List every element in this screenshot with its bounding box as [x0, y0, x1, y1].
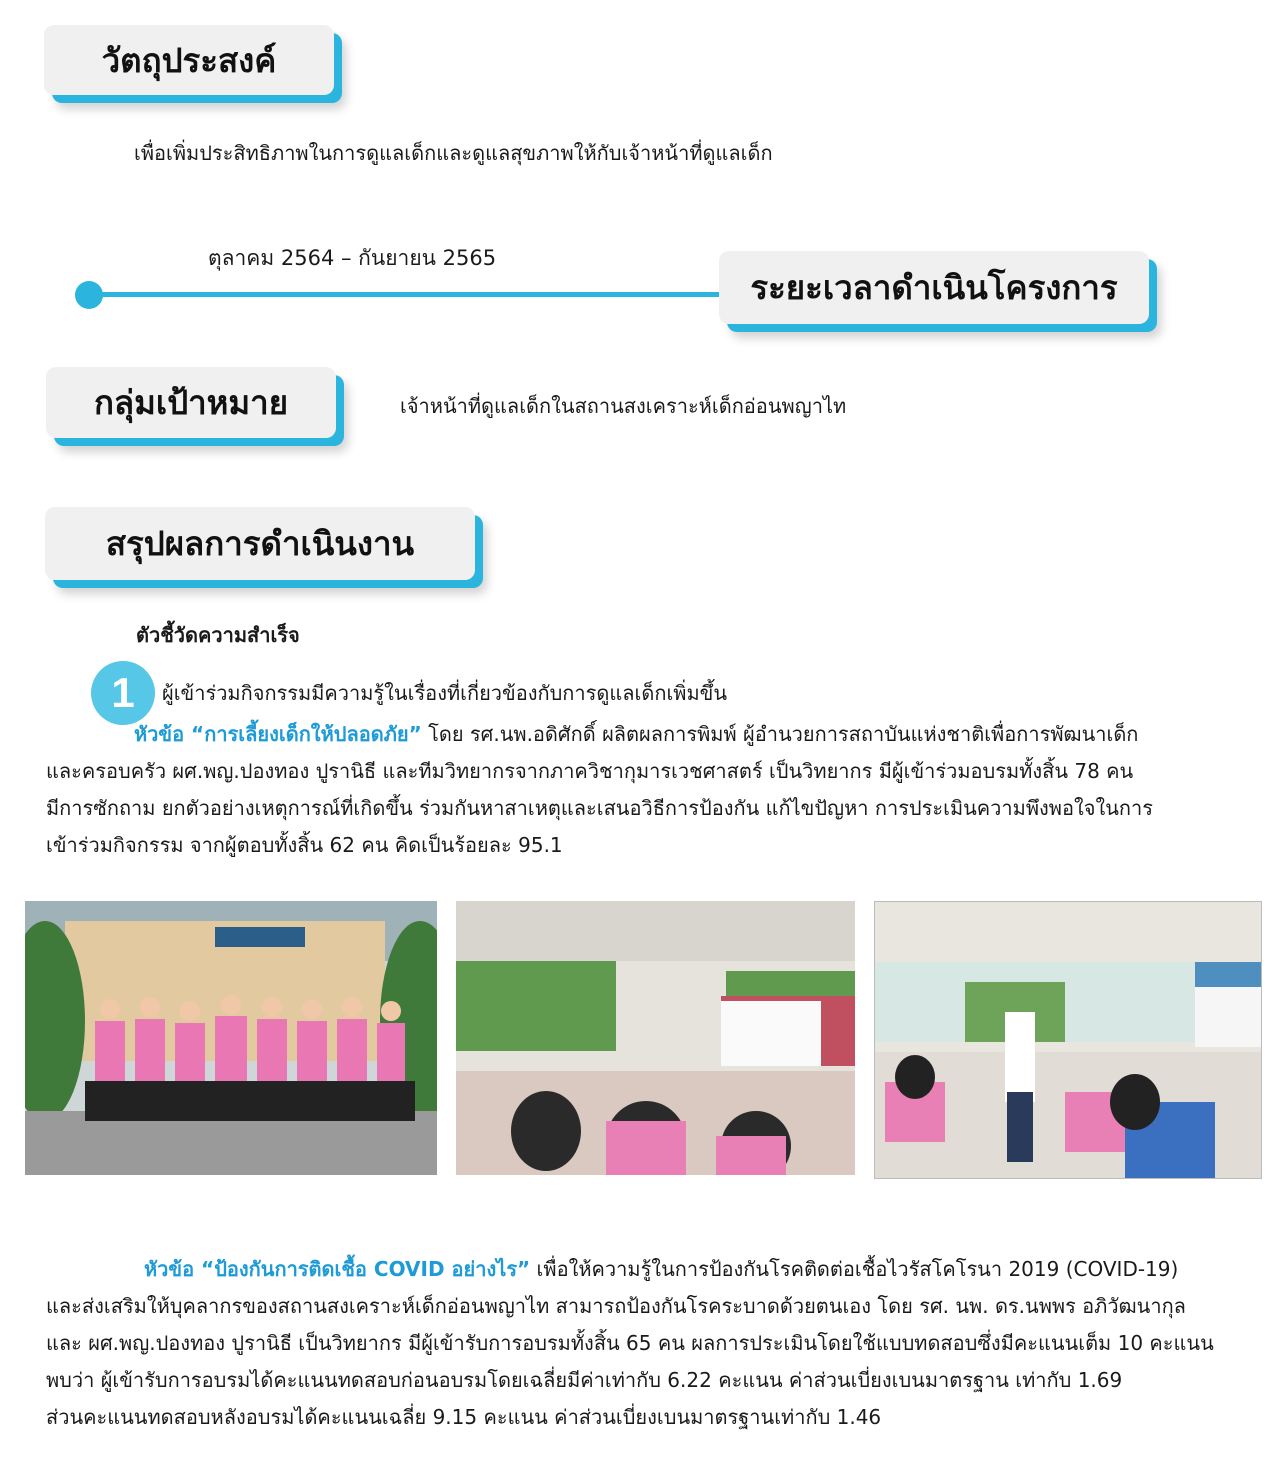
topic1-line-1	[46, 716, 1232, 753]
lecture-photo-2	[874, 901, 1262, 1179]
summary-heading-box	[45, 507, 475, 580]
indicator-number: 1	[111, 669, 135, 716]
topic2-paragraph	[46, 1251, 1232, 1436]
topic1-line-4: เข้าร่วมกิจกรรม จากผู้ตอบทั้งสิ้น 62 คน คิดเป็นร้อยละ 95.1	[46, 833, 563, 857]
topic2-line-1-text: เพื่อให้ความรู้ในการป้องกันโรคติดต่อเชื้อไวรัสโคโรนา 2019 (COVID-19)	[530, 1257, 1179, 1281]
objective-heading-box	[44, 25, 334, 95]
summary-heading: สรุปผลการดำเนินงาน	[105, 525, 415, 562]
indicator-text: ผู้เข้าร่วมกิจกรรมมีความรู้ในเรื่องที่เกี่ยวข้องกับการดูแลเด็กเพิ่มขึ้น	[162, 681, 727, 705]
topic1-line-1-text: โดย รศ.นพ.อดิศักดิ์ ผลิตผลการพิมพ์ ผู้อำนวยการสถาบันแห่งชาติเพื่อการพัฒนาเด็ก	[421, 722, 1139, 746]
topic2-line-4: พบว่า ผู้เข้ารับการอบรมได้คะแนนทดสอบก่อนอบรมโดยเฉลี่ยมีค่าเท่ากับ 6.22 คะแนน ค่าส่วนเบี่ยงเบนมาตรฐาน เท่ากับ 1.69	[46, 1368, 1123, 1392]
topic1-paragraph	[46, 716, 1232, 864]
period-heading: ระยะเวลาดำเนินโครงการ	[750, 269, 1118, 306]
topic2-line-2: และส่งเสริมให้บุคลากรของสถานสงเคราะห์เด็กอ่อนพญาไท สามารถป้องกันโรคระบาดด้วยตนเอง โดย รศ. นพ. ดร.นพพร อภิวัฒนากุล	[46, 1294, 1186, 1318]
period-dates: ตุลาคม 2564 – กันยายน 2565	[208, 246, 497, 270]
topic1-line-2: และครอบครัว ผศ.พญ.ปองทอง ปูรานิธี และทีมวิทยากรจากภาควิชากุมารเวชศาสตร์ เป็นวิทยากร มีผู้เข้าร่วมอบรมทั้งสิ้น 78 คน	[46, 759, 1134, 783]
topic2-line-5: ส่วนคะแนนทดสอบหลังอบรมได้คะแนนเฉลี่ย 9.15 คะแนน ค่าส่วนเบี่ยงเบนมาตรฐานเท่ากับ 1.46	[46, 1405, 882, 1429]
target-heading: กลุ่มเป้าหมาย	[93, 384, 289, 421]
target-heading-box	[46, 367, 336, 438]
group-photo	[25, 901, 437, 1175]
indicator-title: ตัวชี้วัดความสำเร็จ	[136, 623, 300, 647]
period-heading-box	[719, 251, 1149, 324]
lecture-photo-1	[456, 901, 855, 1175]
topic1-line-3: มีการซักถาม ยกตัวอย่างเหตุการณ์ที่เกิดขึ้น ร่วมกันหาสาเหตุและเสนอวิธีการป้องกัน แก้ไขปัญหา การประเมินความพึงพอใจในการ	[46, 796, 1153, 820]
topic2-line-3: และ ผศ.พญ.ปองทอง ปูรานิธี เป็นวิทยากร มีผู้เข้ารับการอบรมทั้งสิ้น 65 คน ผลการประเมินโดยใช้แบบทดสอบซึ่งมีคะแนนเต็ม 10 คะแนน	[46, 1331, 1214, 1355]
objective-heading: วัตถุประสงค์	[101, 41, 277, 79]
topic2-line-1	[46, 1251, 1232, 1288]
topic1-title: หัวข้อ “การเลี้ยงเด็กให้ปลอดภัย”	[134, 722, 422, 746]
topic2-title: หัวข้อ “ป้องกันการติดเชื้อ COVID อย่างไร”	[144, 1257, 531, 1281]
timeline-line	[95, 292, 725, 297]
target-text: เจ้าหน้าที่ดูแลเด็กในสถานสงเคราะห์เด็กอ่อนพญาไท	[400, 394, 847, 418]
objective-text: เพื่อเพิ่มประสิทธิภาพในการดูแลเด็กและดูแลสุขภาพให้กับเจ้าหน้าที่ดูแลเด็ก	[134, 141, 773, 165]
